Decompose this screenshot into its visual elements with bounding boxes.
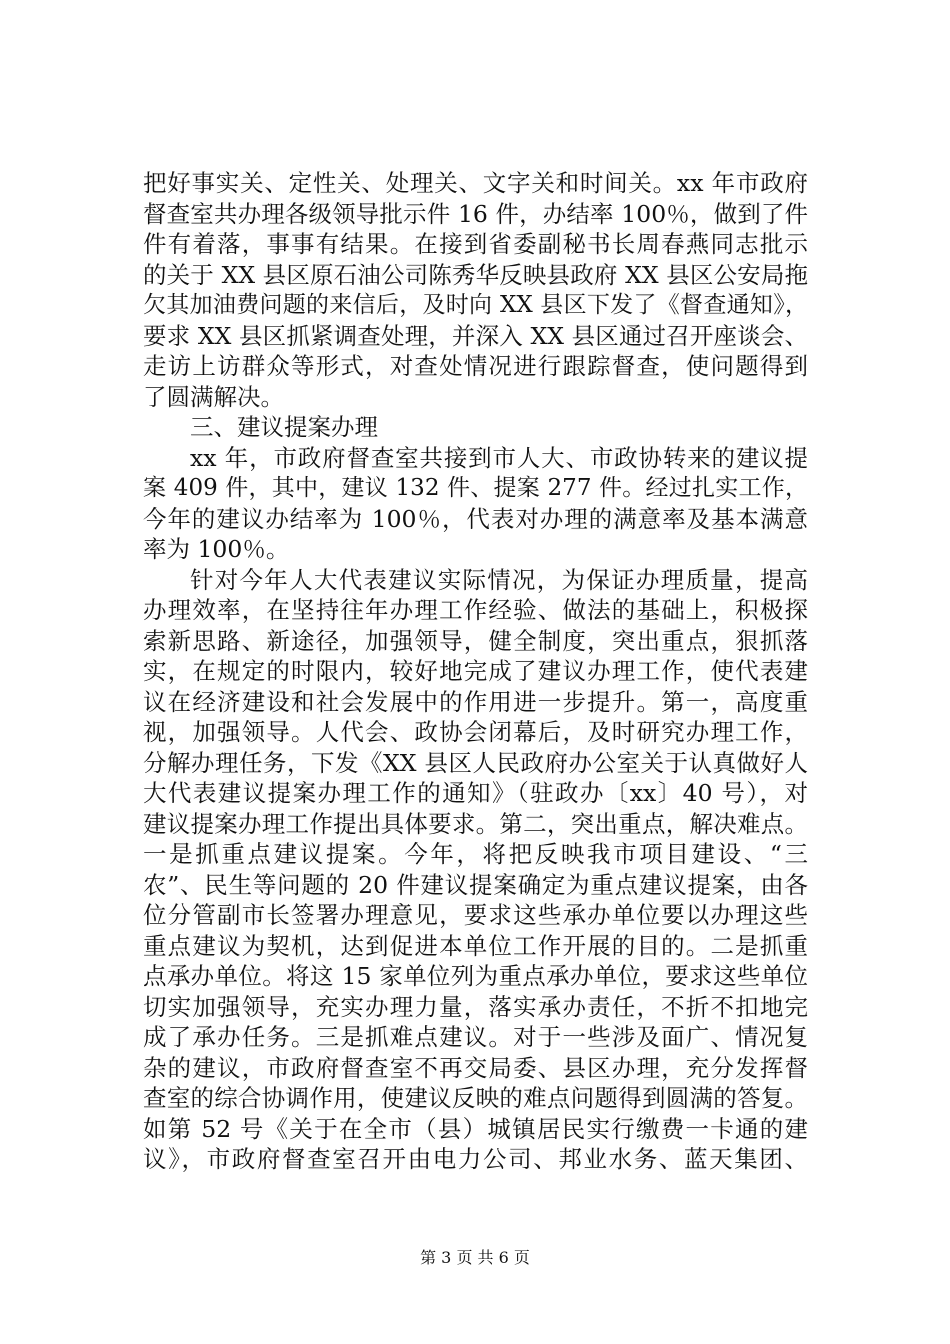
text-line: 件有着落，事事有结果。在接到省委副秘书长周春燕同志批示	[143, 230, 808, 258]
text-line: 案 409 件，其中，建议 132 件、提案 277 件。经过扎实工作，	[143, 475, 808, 501]
text-line: xx 年，市政府督查室共接到市人大、市政协转来的建议提	[190, 443, 808, 472]
text-line: 实，在规定的时限内，较好地完成了建议办理工作，使代表建	[143, 657, 808, 685]
text-line: 索新思路、新途径，加强领导，健全制度，突出重点，狠抓落	[143, 626, 808, 655]
text-line: 分解办理任务，下发《XX 县区人民政府办公室关于认真做好人	[143, 748, 808, 777]
text-line: 了圆满解决。	[143, 382, 284, 411]
text-line: 欠其加油费问题的来信后，及时向 XX 县区下发了《督查通知》，	[143, 292, 808, 318]
text-line: 办理效率，在坚持往年办理工作经验、做法的基础上，积极探	[143, 596, 808, 624]
text-line: 三、建议提案办理	[190, 413, 378, 441]
text-line: 视，加强领导。人代会、政协会闭幕后，及时研究办理工作，	[143, 718, 808, 746]
text-line: 把好事实关、定性关、处理关、文字关和时间关。xx 年市政府	[143, 169, 808, 197]
text-line: 位分管副市长签署办理意见，要求这些承办单位要以办理这些	[143, 901, 808, 929]
text-line: 要求 XX 县区抓紧调查处理，并深入 XX 县区通过召开座谈会、	[143, 321, 808, 350]
text-line: 重点建议为契机，达到促进本单位工作开展的目的。二是抓重	[143, 931, 808, 960]
text-line: 一是抓重点建议提案。今年，将把反映我市项目建设、“三	[143, 840, 808, 868]
text-line: 大代表建议提案办理工作的通知》（驻政办〔xx〕40 号），对	[143, 779, 808, 807]
text-line: 杂的建议，市政府督查室不再交局委、县区办理，充分发挥督	[143, 1053, 808, 1082]
text-line: 率为 100％。	[143, 535, 290, 563]
text-line: 农”、民生等问题的 20 件建议提案确定为重点建议提案，由各	[143, 870, 808, 899]
text-line: 议在经济建设和社会发展中的作用进一步提升。第一，高度重	[143, 687, 808, 716]
text-line: 查室的综合协调作用，使建议反映的难点问题得到圆满的答复。	[143, 1084, 808, 1112]
text-line: 督查室共办理各级领导批示件 16 件，办结率 100％，做到了件	[143, 199, 808, 228]
text-line: 的关于 XX 县区原石油公司陈秀华反映县政府 XX 县区公安局拖	[143, 260, 808, 289]
text-line: 如第 52 号《关于在全市（县）城镇居民实行缴费一卡通的建	[143, 1114, 808, 1143]
text-line: 点承办单位。将这 15 家单位列为重点承办单位，要求这些单位	[143, 962, 808, 990]
text-line: 议》，市政府督查室召开由电力公司、邦业水务、蓝天集团、	[143, 1145, 808, 1173]
text-line: 走访上访群众等形式，对查处情况进行跟踪督查，使问题得到	[143, 352, 808, 380]
text-line: 切实加强领导，充实办理力量，落实承办责任，不折不扣地完	[143, 992, 808, 1021]
text-line: 针对今年人大代表建议实际情况，为保证办理质量，提高	[190, 565, 808, 594]
text-line: 今年的建议办结率为 100％，代表对办理的满意率及基本满意	[143, 504, 808, 533]
text-line: 建议提案办理工作提出具体要求。第二，突出重点，解决难点。	[143, 809, 808, 838]
text-line: 成了承办任务。三是抓难点建议。对于一些涉及面广、情况复	[143, 1023, 808, 1051]
body-text	[143, 168, 808, 1175]
page-footer: 第 3 页 共 6 页	[420, 1248, 530, 1267]
